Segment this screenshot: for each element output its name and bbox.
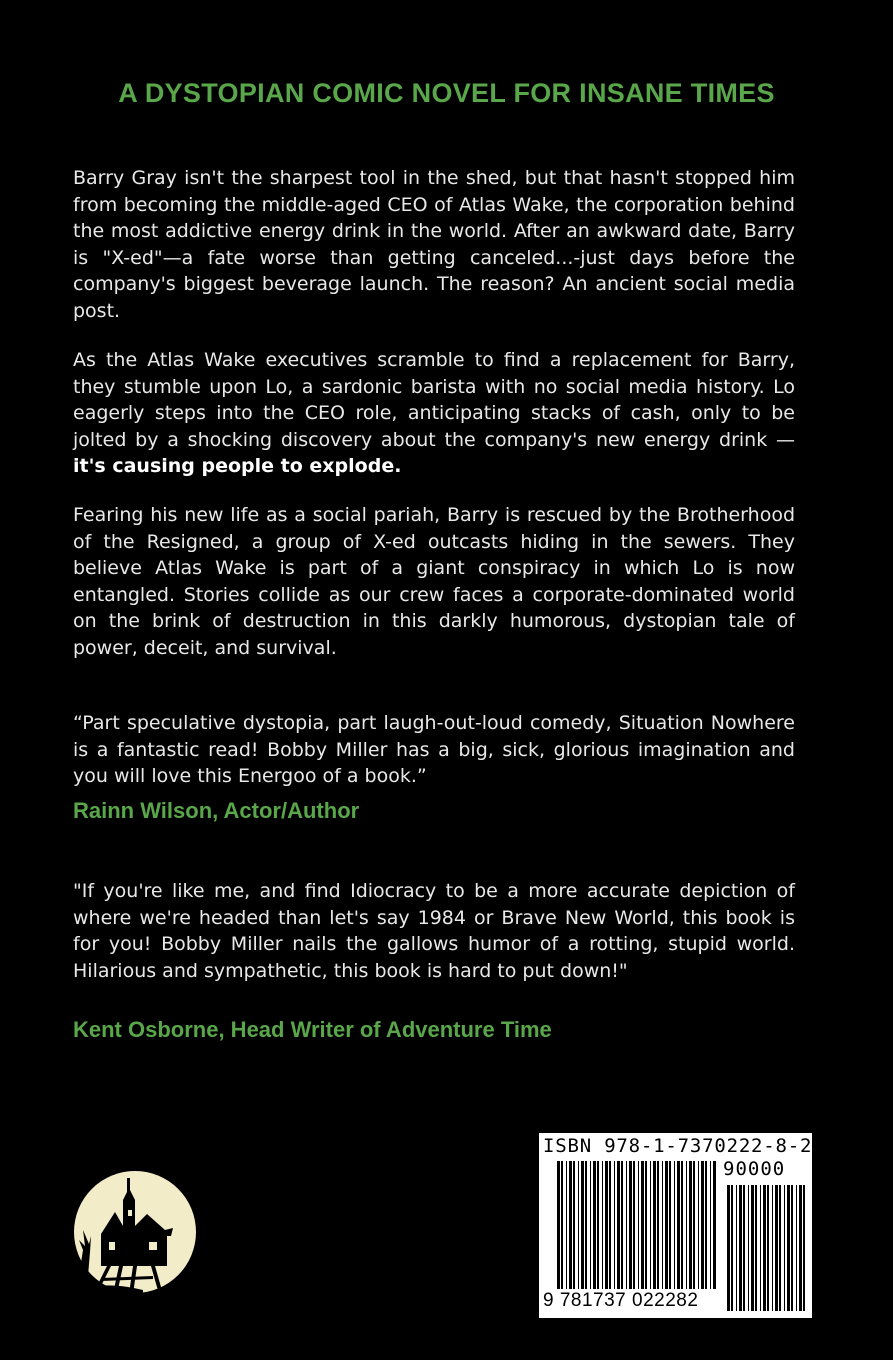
barcode-bar <box>621 1161 623 1289</box>
barcode-bar <box>557 1161 560 1289</box>
barcode-bar <box>767 1185 769 1311</box>
synopsis-paragraph-3: Fearing his new life as a social pariah, Barry is rescued by the Brotherhood of the Resigned, a group of X-ed outcasts hiding in the sewers. They believe Atlas Wake is part of a giant conspiracy in which Lo is now entangled. Stories collide as our crew faces a corporate-dominated world on the brink of destruction in this darkly humorous, dystopian tale of power, deceit, and survival. <box>73 504 795 659</box>
blurb-attribution-1: Rainn Wilson, Actor/Author <box>73 798 360 823</box>
synopsis-paragraph-2-text: As the Atlas Wake executives scramble to find a replacement for Barry, they stumble upon Lo, a sardonic barista with no social media history. Lo eagerly steps into the CEO role, anticipating stacks of cash, only to be jolted by a shocking discovery about the company's new energy drink — <box>73 349 795 451</box>
barcode-bar <box>686 1161 687 1289</box>
barcode-bar <box>772 1185 773 1311</box>
barcode-bar <box>784 1185 785 1311</box>
barcode-bar <box>693 1161 695 1289</box>
barcode-bar <box>787 1185 790 1311</box>
barcode-bar <box>633 1161 635 1289</box>
blurb-quote-1: “Part speculative dystopia, part laugh-out-loud comedy, Situation Nowhere is a fantastic read! Bobby Miller has a big, sick, glorious imagination and you will love this Energoo of a book.” <box>73 712 795 787</box>
barcode-bar <box>653 1161 656 1289</box>
barcode-bar <box>617 1161 620 1289</box>
barcode-bar <box>803 1185 805 1311</box>
synopsis-highlight: it's causing people to explode. <box>73 455 402 477</box>
barcode-bar <box>650 1161 651 1289</box>
barcode-bar <box>701 1161 704 1289</box>
barcode-bar <box>602 1161 603 1289</box>
barcode-bar <box>799 1185 802 1311</box>
barcode-bar <box>739 1185 742 1311</box>
barcode-bar <box>731 1185 733 1311</box>
barcode-bar <box>590 1161 591 1289</box>
barcode-bar <box>748 1185 749 1311</box>
barcode-bar <box>689 1161 692 1289</box>
barcode-bar <box>566 1161 567 1289</box>
synopsis-paragraph-2 <box>73 347 795 480</box>
barcode-bar <box>710 1161 711 1289</box>
barcode-bar <box>674 1161 675 1289</box>
barcode-bar <box>561 1161 563 1289</box>
barcode-bar <box>760 1185 761 1311</box>
barcode-bar <box>779 1185 781 1311</box>
barcode-bar <box>713 1161 716 1289</box>
barcode-bar <box>669 1161 671 1289</box>
barcode-bar <box>581 1161 584 1289</box>
blurb-attribution-2: Kent Osborne, Head Writer of Adventure Time <box>73 1017 552 1042</box>
barcode-bar <box>791 1185 793 1311</box>
barcode-bar <box>638 1161 639 1289</box>
barcode-bar <box>743 1185 745 1311</box>
synopsis-paragraph-1: Barry Gray isn't the sharpest tool in the shed, but that hasn't stopped him from becoming the middle-aged CEO of Atlas Wake, the corporation behind the most addictive energy drink in the world. After an awkward date, Barry is "X-ed"—a fate worse than getting canceled...-just days before the company's biggest beverage launch. The reason? An ancient social media post. <box>73 167 795 322</box>
barcode-bar <box>751 1185 754 1311</box>
barcode-bar <box>755 1185 757 1311</box>
barcode-bar <box>645 1161 647 1289</box>
barcode-bar <box>705 1161 707 1289</box>
barcode-bar <box>597 1161 599 1289</box>
headline: A DYSTOPIAN COMIC NOVEL FOR INSANE TIMES <box>118 78 775 108</box>
price-code: 90000 <box>723 1158 786 1180</box>
barcode-bar <box>662 1161 663 1289</box>
barcode-bar <box>698 1161 699 1289</box>
barcode-bar <box>727 1185 730 1311</box>
barcode-bar <box>796 1185 797 1311</box>
blurb-quote-2: "If you're like me, and find Idiocracy to be a more accurate depiction of where we're headed than let's say 1984 or Brave New World, this book is for you! Bobby Miller nails the gallows humor of a rotting, stupid world. Hilarious and sympathetic, this book is hard to put down!" <box>73 880 795 982</box>
barcode-bar <box>763 1185 766 1311</box>
barcode-bar <box>573 1161 575 1289</box>
barcode-bar <box>665 1161 668 1289</box>
barcode-bar <box>626 1161 627 1289</box>
barcode-bar <box>605 1161 608 1289</box>
barcode-bar <box>775 1185 778 1311</box>
barcode-bar <box>681 1161 683 1289</box>
barcode-bar <box>609 1161 611 1289</box>
barcode-bar <box>677 1161 680 1289</box>
isbn-barcode <box>539 1133 812 1318</box>
barcode-bar <box>569 1161 572 1289</box>
barcode-bar <box>629 1161 632 1289</box>
barcode-bar <box>593 1161 596 1289</box>
ean-digits: 9 781737 022282 <box>543 1290 699 1311</box>
moon-haunted-house-icon <box>73 1170 197 1294</box>
barcode-bar <box>578 1161 579 1289</box>
barcode-bar <box>657 1161 659 1289</box>
isbn-label: ISBN 978-1-7370222-8-2 <box>543 1135 813 1157</box>
barcode-bar <box>585 1161 587 1289</box>
barcode-bar <box>641 1161 644 1289</box>
barcode-bar <box>614 1161 615 1289</box>
barcode-bar <box>736 1185 737 1311</box>
